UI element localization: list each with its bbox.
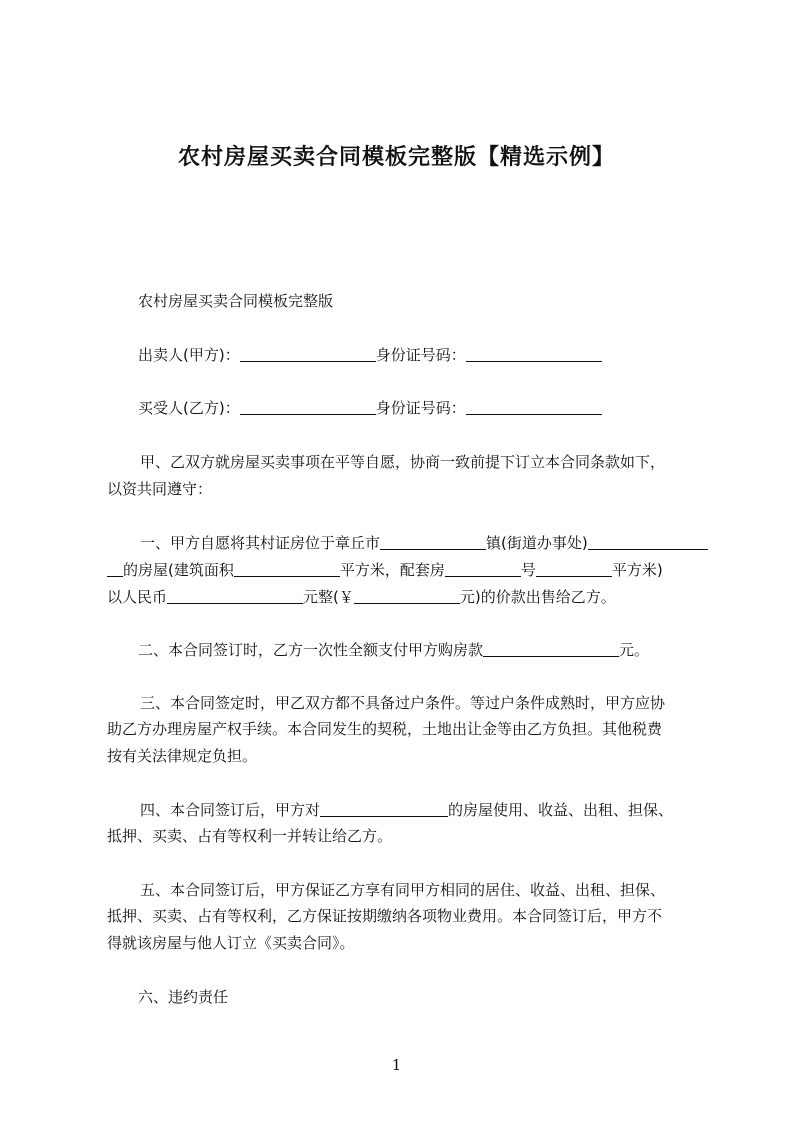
page-number: 1 — [391, 1056, 402, 1074]
document-title: 农村房屋买卖合同模板完整版【精选示例】 — [177, 145, 615, 170]
clause-1-text-d: 平方米，配套房 — [339, 561, 445, 579]
buyer-line — [138, 398, 602, 418]
clause-1-text-b: 镇(街道办事处) — [486, 534, 588, 552]
document-subtitle: 农村房屋买卖合同模板完整版 — [138, 292, 334, 310]
clause-1-line-3 — [107, 587, 616, 607]
seller-id-blank[interactable] — [466, 347, 602, 362]
clause-4-text-b: 的房屋使用、收益、出租、担保、 — [448, 801, 674, 819]
property-blank[interactable] — [320, 802, 448, 817]
buyer-name-blank[interactable] — [240, 400, 376, 415]
preamble-line-1: 甲、乙双方就房屋买卖事项在平等自愿，协商一致前提下订立本合同条款如下， — [140, 453, 666, 471]
clause-1-text-c: 的房屋(建筑面积 — [123, 561, 234, 579]
clause-1-text-e: 号 — [520, 561, 536, 579]
annex-number-blank[interactable] — [445, 562, 521, 577]
clause-2-text-b: 元。 — [619, 641, 650, 659]
annex-area-blank[interactable] — [536, 562, 612, 577]
seller-name-blank[interactable] — [240, 347, 376, 362]
seller-line — [138, 345, 602, 365]
clause-2-text-a: 二、本合同签订时，乙方一次性全额支付甲方购房款 — [138, 641, 484, 659]
clause-4-text-a: 四、本合同签订后，甲方对 — [140, 801, 321, 819]
clause-1-text-a: 一、甲方自愿将其村证房位于章丘市 — [140, 534, 381, 552]
clause-1-line-2 — [107, 560, 663, 580]
street-office-blank[interactable] — [588, 535, 708, 550]
seller-label: 出卖人(甲方)： — [138, 346, 240, 364]
clause-1-text-f: 平方米) — [611, 561, 663, 579]
buyer-id-blank[interactable] — [466, 400, 602, 415]
price-words-blank[interactable] — [167, 589, 303, 604]
clause-5-line-1: 五、本合同签订后，甲方保证乙方享有同甲方相同的居住、收益、出租、担保、 — [140, 881, 666, 899]
clause-4-line-2: 抵押、买卖、占有等权利一并转让给乙方。 — [107, 827, 393, 845]
village-blank[interactable] — [107, 562, 123, 577]
preamble-line-2: 以资共同遵守： — [107, 480, 213, 498]
seller-id-label: 身份证号码： — [375, 346, 466, 364]
clause-3-line-3: 按有关法律规定负担。 — [107, 747, 258, 765]
buyer-label: 买受人(乙方)： — [138, 399, 240, 417]
area-blank[interactable] — [234, 562, 340, 577]
clause-6-heading: 六、违约责任 — [138, 988, 229, 1006]
clause-5-line-2: 抵押、买卖、占有等权利，乙方保证按期缴纳各项物业费用。本合同签订后，甲方不 — [107, 907, 663, 925]
clause-4-line-1 — [140, 800, 673, 820]
clause-1-text-g: 以人民币 — [107, 588, 168, 606]
city-blank[interactable] — [380, 535, 486, 550]
payment-blank[interactable] — [483, 642, 619, 657]
clause-1-text-i: 元)的价款出售给乙方。 — [459, 588, 616, 606]
price-figures-blank[interactable] — [354, 589, 460, 604]
clause-1-line-1 — [140, 533, 708, 553]
clause-2 — [138, 640, 649, 660]
clause-3-line-1: 三、本合同签定时，甲乙双方都不具备过户条件。等过户条件成熟时，甲方应协 — [140, 694, 666, 712]
clause-3-line-2: 助乙方办理房屋产权手续。本合同发生的契税，土地出让金等由乙方负担。其他税费 — [107, 720, 663, 738]
clause-5-line-3: 得就该房屋与他人订立《买卖合同》。 — [107, 934, 355, 952]
clause-1-text-h: 元整(￥ — [303, 588, 354, 606]
buyer-id-label: 身份证号码： — [375, 399, 466, 417]
